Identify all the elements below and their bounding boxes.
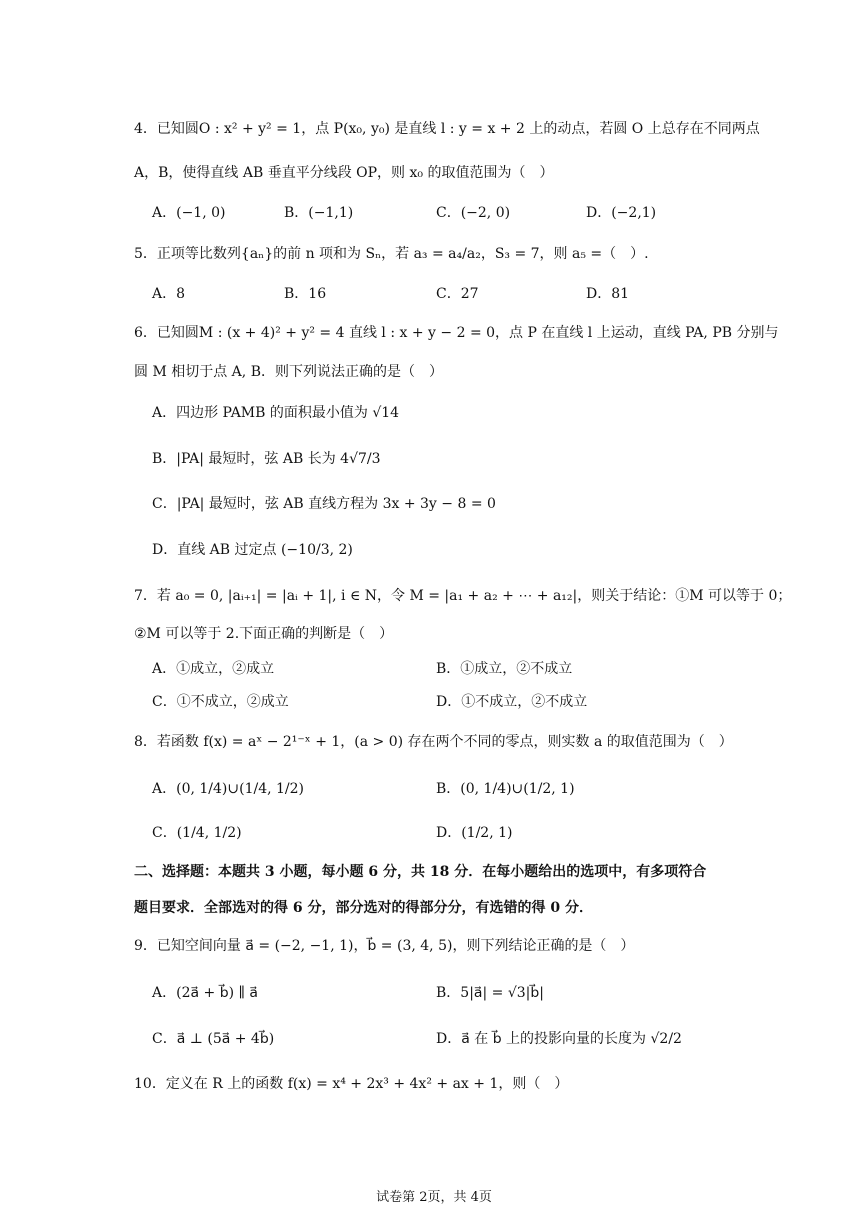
q4-option-a: A．(−1, 0) (152, 205, 226, 221)
q8-option-d: D．(1/2, 1) (436, 825, 513, 841)
q9-stem-line1: 9．已知空间向量 a⃗ = (−2, −1, 1)，b⃗ = (3, 4, 5)，则下列结论正确的是（ ） (134, 938, 635, 954)
q7-option-b: B．①成立，②不成立 (436, 661, 573, 677)
q8-stem-line1: 8．若函数 f(x) = aˣ − 2¹⁻ˣ + 1，(a > 0) 存在两个不同的零点，则实数 a 的取值范围为（ ） (134, 734, 733, 750)
q7-option-a: A．①成立，②成立 (152, 661, 275, 677)
q6-stem-line2: 圆 M 相切于点 A, B．则下列说法正确的是（ ） (134, 364, 443, 380)
section2-instructions-line2: 题目要求．全部选对的得 6 分，部分选对的得部分分，有选错的得 0 分． (134, 900, 593, 916)
q5-stem-line1: 5．正项等比数列{aₙ}的前 n 项和为 Sₙ，若 a₃ = a₄/a₂，S₃ = 7，则 a₅ =（ ）. (134, 246, 649, 262)
q9-option-c: C．a⃗ ⊥ (5a⃗ + 4b⃗) (152, 1031, 275, 1047)
q4-stem-line2: A，B，使得直线 AB 垂直平分线段 OP，则 x₀ 的取值范围为（ ） (134, 165, 554, 181)
q4-option-b: B．(−1,1) (284, 205, 354, 221)
q7-option-d: D．①不成立，②不成立 (436, 694, 588, 710)
q6-option-c: C．|PA| 最短时，弦 AB 直线方程为 3x + 3y − 8 = 0 (152, 496, 496, 512)
q5-option-d: D．81 (586, 286, 630, 302)
q6-option-b: B．|PA| 最短时，弦 AB 长为 4√7/3 (152, 451, 381, 467)
q6-stem-line1: 6．已知圆M : (x + 4)² + y² = 4 直线 l : x + y − 2 = 0，点 P 在直线 l 上运动，直线 PA, PB 分别与 (134, 325, 779, 341)
section2-instructions-line1: 二、选择题：本题共 3 小题，每小题 6 分，共 18 分．在每小题给出的选项中，有多项符合 (134, 864, 707, 880)
q8-option-a: A．(0, 1/4)∪(1/4, 1/2) (152, 781, 304, 797)
q8-option-b: B．(0, 1/4)∪(1/2, 1) (436, 781, 575, 797)
q7-stem-line2: ②M 可以等于 2.下面正确的判断是（ ） (134, 626, 394, 642)
q5-option-a: A．8 (152, 286, 186, 302)
q10-stem-line1: 10．定义在 R 上的函数 f(x) = x⁴ + 2x³ + 4x² + ax + 1，则（ ） (134, 1076, 569, 1092)
q7-stem-line1: 7．若 a₀ = 0, |aᵢ₊₁| = |aᵢ + 1|, i ∈ N，令 M = |a₁ + a₂ + ⋯ + a₁₂|，则关于结论：①M 可以等于 0； (134, 588, 792, 604)
q9-option-b: B．5|a⃗| = √3|b⃗| (436, 985, 544, 1001)
q5-option-b: B．16 (284, 286, 327, 302)
q9-option-a: A．(2a⃗ + b⃗) ∥ a⃗ (152, 985, 258, 1001)
q6-option-d: D．直线 AB 过定点 (−10/3, 2) (152, 542, 353, 558)
q4-option-c: C．(−2, 0) (436, 205, 511, 221)
q7-option-c: C．①不成立，②成立 (152, 694, 289, 710)
page-footer: 试卷第 2页，共 4页 (376, 1190, 492, 1205)
q4-stem-line1: 4．已知圆O : x² + y² = 1，点 P(x₀, y₀) 是直线 l : y = x + 2 上的动点，若圆 O 上总存在不同两点 (134, 121, 760, 137)
q4-option-d: D．(−2,1) (586, 205, 657, 221)
q5-option-c: C．27 (436, 286, 479, 302)
q9-option-d: D．a⃗ 在 b⃗ 上的投影向量的长度为 √2/2 (436, 1031, 682, 1047)
q6-option-a: A．四边形 PAMB 的面积最小值为 √14 (152, 405, 400, 421)
q8-option-c: C．(1/4, 1/2) (152, 825, 242, 841)
